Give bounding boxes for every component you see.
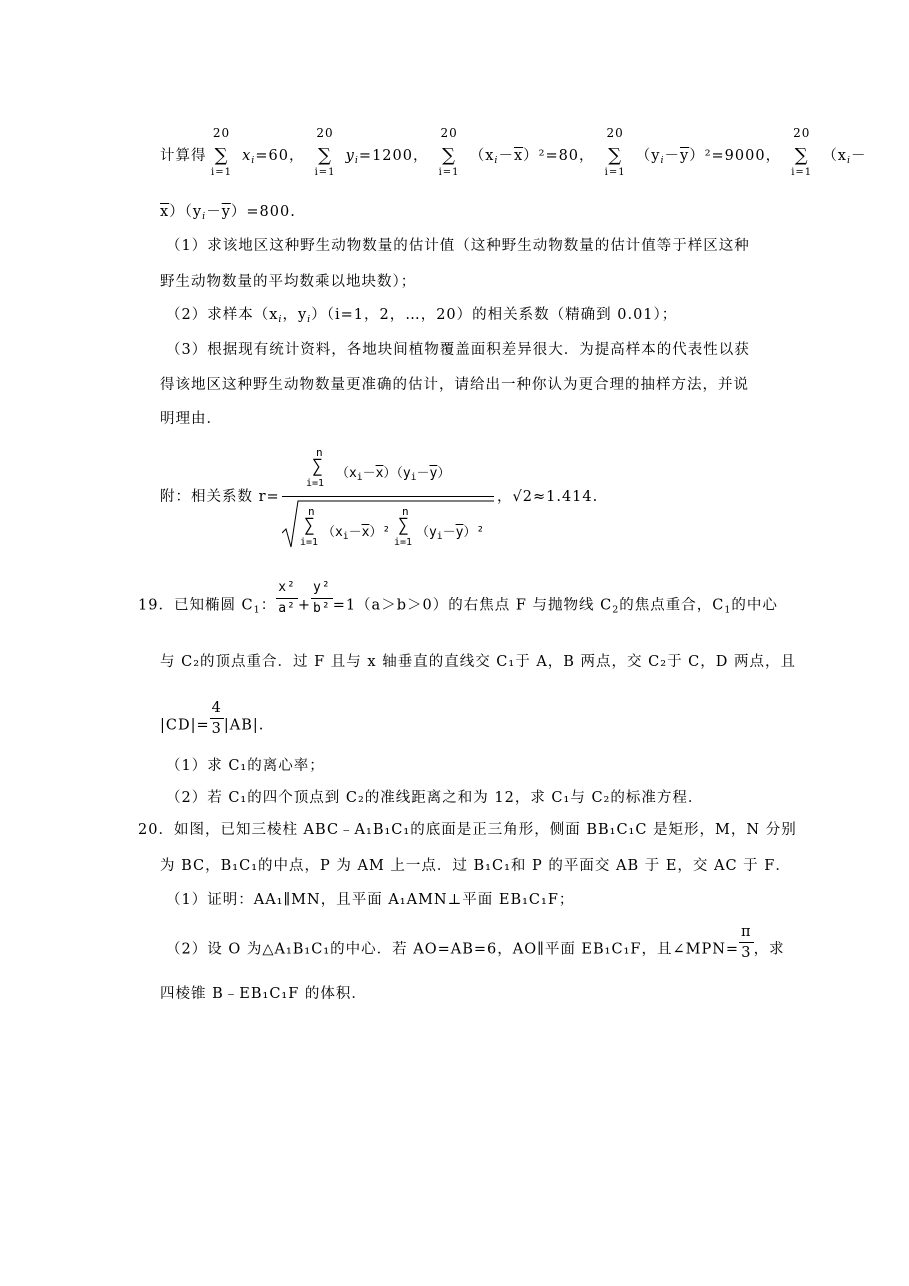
q19-line2: 与 C₂的顶点重合．过 F 且与 x 轴垂直的直线交 C₁于 A，B 两点，交 C₂于 C，D 两点，且 <box>160 654 797 670</box>
q18-part1-line2: 野生动物数量的平均数乘以地块数）； <box>160 274 417 290</box>
fraction-4-3: $\frac{4}{3}$ <box>211 700 222 737</box>
q18-part3-line2: 得该地区这种野生动物数量更准确的估计，请给出一种你认为更合理的抽样方法，并说 <box>160 377 749 393</box>
correlation-fraction <box>282 446 494 555</box>
question-number: 19． <box>138 597 174 614</box>
q19-part1: （1）求 C₁的离心率； <box>166 758 325 774</box>
prefix-text: 计算得 <box>160 148 207 164</box>
sqrt2-approx: ，√2≈1.414. <box>497 489 599 505</box>
q19-part2: （2）若 C₁的四个顶点到 C₂的准线距离之和为 12，求 C₁与 C₂的标准方程． <box>166 790 704 806</box>
fraction-denominator: n ∑ i=1 $(x_i-\overline{x})^2$ n ∑ i=1 $(y_i-\overline{y})^2$ <box>282 497 494 555</box>
q20-line1: 20．如图，已知三棱柱 ABC﹣A₁B₁C₁的底面是正三角形，侧面 BB₁C₁C 是矩形，M，N 分别 <box>138 822 797 838</box>
sum-symbol: 20 ∑ i=1 <box>314 126 336 178</box>
q19-line1: 19．已知椭圆 $C_1$： $\frac{\text{x²}}{\text{a²}}$ + $\frac{\text{y²}}{\text{b²}}$ =1（a＞b＞0）的右焦点 F 与抛物线 $C_2$的焦点重合，$C_1$的中心 <box>138 592 778 636</box>
fraction-pi-3: $\frac{\pi}{3}$ <box>741 924 752 961</box>
q19-line3: |CD|= $\frac{4}{3}$ |AB|. <box>160 700 265 737</box>
sum-symbol: 20 ∑ i=1 <box>438 126 460 178</box>
q20-part1: （1）证明：AA₁∥MN，且平面 A₁AMN⊥平面 EB₁C₁F； <box>166 892 575 908</box>
q20-line2: 为 BC，B₁C₁的中点，P 为 AM 上一点．过 B₁C₁和 P 的平面交 AB 于 E，交 AC 于 F． <box>160 858 791 874</box>
fraction-numerator: n ∑ i=1 $(x_i-\overline{x})(y_i-\overline{y})$ <box>306 446 451 489</box>
question-number: 20． <box>138 822 174 838</box>
q18-part3-line1: （3）根据现有统计资料，各地块间植物覆盖面积差异很大．为提高样本的代表性以获 <box>166 342 750 358</box>
q18-part3-line3: 明理由． <box>160 411 222 427</box>
sum-symbol: 20 ∑ i=1 <box>211 126 232 178</box>
q20-part2-line1: （2）设 O 为△A₁B₁C₁的中心．若 AO=AB=6，AO∥平面 EB₁C₁F，且∠MPN= $\frac{\pi}{3}$ ，求 <box>166 924 785 961</box>
sum-symbol: 20 ∑ i=1 <box>604 126 626 178</box>
fraction-y2-b2: $\frac{\text{y²}}{\text{b²}}$ <box>313 580 331 616</box>
sum-symbol: 20 ∑ i=1 <box>791 126 813 178</box>
q18-part2: （2）求样本（$x_i$，$y_i)(i=1$，2，…，20）的相关系数（精确到 0.01）； <box>166 307 678 325</box>
correlation-label: 附：相关系数 r= <box>160 489 280 505</box>
formula-line-sums: 计算得 20 ∑ i=1 $x_i=60$， 20 ∑ i=1 $y_i=1200$， 20 ∑ i=1 $(x_i-\overline{x})^2=80$， 20 ∑ i=1 $(y_i-\overline{y})^2=9000$， 20 ∑ i=1 （$x_i-$ <box>160 126 867 178</box>
q18-part1-line1: （1）求该地区这种野生动物数量的估计值（这种野生动物数量的估计值等于样区这种 <box>166 238 750 254</box>
fraction-x2-a2: $\frac{\text{x²}}{\text{a²}}$ <box>278 580 296 616</box>
q20-part2-line2: 四棱锥 B﹣EB₁C₁F 的体积． <box>160 986 367 1002</box>
formula-line-cross: $\overline{x})(y_i-\overline{y})=800$. <box>160 204 296 222</box>
